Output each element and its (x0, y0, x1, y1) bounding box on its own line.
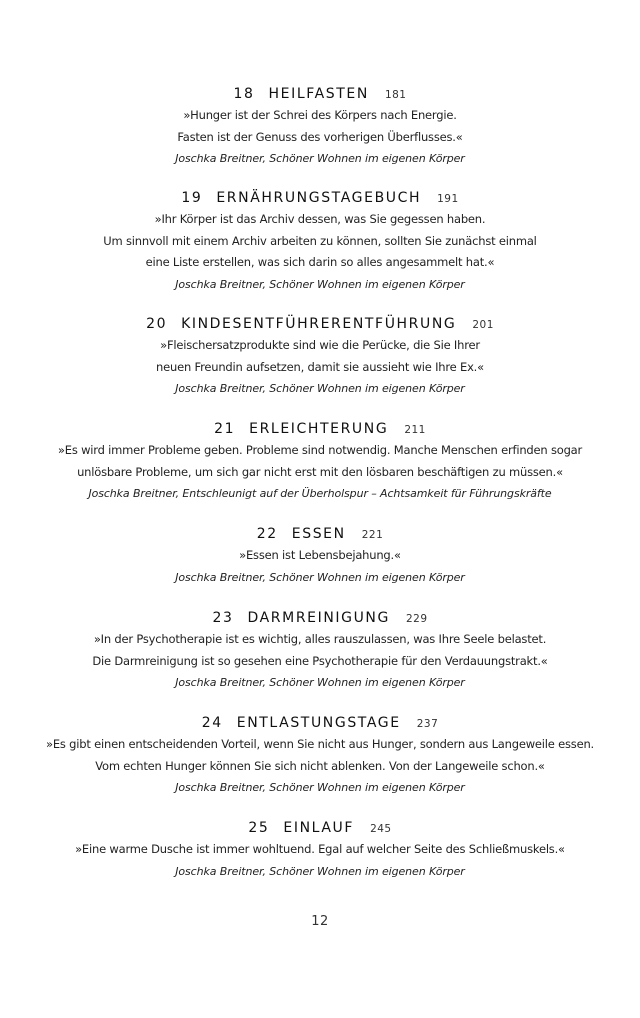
epigraph-quote (0, 440, 640, 483)
epigraph-quote (0, 335, 640, 378)
chapter-page-number: 237 (416, 718, 439, 730)
chapter-title: ESSEN (291, 526, 346, 542)
quote-line: Fasten ist der Genuss des vorherigen Überflusses.« (177, 129, 463, 144)
quote-source: Joschka Breitner, Schöner Wohnen im eigenen Körper (175, 676, 465, 689)
quote-source: Joschka Breitner, Schöner Wohnen im eigenen Körper (175, 152, 465, 165)
chapter-number: 18 (233, 86, 255, 102)
quote-line: »Ihr Körper ist das Archiv dessen, was Sie gegessen haben. (154, 212, 486, 226)
chapter-title: ENTLASTUNGSTAGE (236, 715, 401, 731)
quote-source: Joschka Breitner, Schöner Wohnen im eigenen Körper (175, 864, 465, 878)
toc-entry-20 (0, 313, 640, 400)
epigraph-quote (0, 545, 640, 567)
toc-entry-19 (0, 187, 640, 295)
chapter-title: HEILFASTEN (268, 86, 369, 102)
chapter-page-number: 201 (472, 319, 494, 331)
quote-source: Joschka Breitner, Schöner Wohnen im eigenen Körper (175, 382, 465, 395)
chapter-heading (0, 817, 640, 839)
quote-source: Joschka Breitner, Schöner Wohnen im eigenen Körper (175, 277, 465, 291)
epigraph-quote (0, 629, 640, 672)
quote-source: Joschka Breitner, Schöner Wohnen im eigenen Körper (175, 781, 465, 794)
chapter-page-number: 211 (404, 424, 426, 436)
chapter-title: KINDESENTFÜHRERENTFÜHRUNG (181, 316, 457, 332)
quote-line: Um sinnvoll mit einem Archiv arbeiten zu können, sollten Sie zunächst einmal (103, 233, 537, 248)
toc-entry-18 (0, 83, 640, 170)
epigraph-quote (0, 105, 640, 148)
chapter-page-number: 245 (370, 823, 392, 835)
quote-line: »Fleischersatzprodukte sind wie die Perücke, die Sie Ihrer (160, 338, 480, 352)
toc-entry-25 (0, 817, 640, 882)
chapter-page-number: 229 (405, 613, 428, 625)
chapter-heading (0, 607, 640, 629)
quote-line: unlösbare Probleme, um sich gar nicht erst mit den lösbaren beschäftigen zu müssen.« (77, 464, 563, 479)
chapter-page-number: 181 (384, 89, 407, 101)
quote-line: »Es gibt einen entscheidenden Vorteil, wenn Sie nicht aus Hunger, sondern aus Langeweile essen. (46, 737, 594, 751)
chapter-heading (0, 313, 640, 335)
chapter-title: ERLEICHTERUNG (249, 421, 389, 437)
chapter-number: 19 (181, 190, 203, 206)
toc-entry-21 (0, 418, 640, 505)
quote-source: Joschka Breitner, Entschleunigt auf der Überholspur – Achtsamkeit für Führungskräfte (88, 487, 552, 500)
quote-line: »In der Psychotherapie ist es wichtig, alles rauszulassen, was Ihre Seele belastet. (93, 632, 547, 646)
toc-entry-22 (0, 523, 640, 588)
quote-line: »Es wird immer Probleme geben. Probleme sind notwendig. Manche Menschen erfinden sogar (57, 443, 583, 457)
quote-line: neuen Freundin aufsetzen, damit sie aussieht wie Ihre Ex.« (156, 359, 484, 374)
epigraph-quote (0, 209, 640, 274)
epigraph-quote (0, 839, 640, 861)
chapter-number: 25 (248, 820, 270, 836)
chapter-heading (0, 418, 640, 440)
chapter-page-number: 221 (361, 529, 384, 541)
epigraph-quote (0, 734, 640, 777)
toc-entry-24 (0, 712, 640, 799)
chapter-title: EINLAUF (283, 820, 355, 836)
quote-source: Joschka Breitner, Schöner Wohnen im eigenen Körper (175, 570, 465, 584)
chapter-number: 22 (256, 526, 278, 542)
toc-entry-23 (0, 607, 640, 694)
quote-line: »Hunger ist der Schrei des Körpers nach Energie. (183, 108, 457, 122)
chapter-title: ERNÄHRUNGSTAGEBUCH (216, 190, 422, 206)
chapter-heading (0, 83, 640, 105)
chapter-number: 21 (214, 421, 236, 437)
chapter-number: 20 (146, 316, 168, 332)
quote-line: Die Darmreinigung ist so gesehen eine Psychotherapie für den Verdauungstrakt.« (92, 653, 548, 668)
quote-line: »Eine warme Dusche ist immer wohltuend. Egal auf welcher Seite des Schließmuskels.« (75, 842, 565, 856)
page-number-footer: 12 (311, 914, 329, 929)
chapter-number: 23 (212, 610, 234, 626)
chapter-heading (0, 187, 640, 209)
chapter-number: 24 (201, 715, 223, 731)
chapter-page-number: 191 (437, 193, 459, 205)
chapter-title: DARMREINIGUNG (247, 610, 390, 626)
quote-line: »Essen ist Lebensbejahung.« (239, 548, 401, 562)
chapter-heading (0, 712, 640, 734)
quote-line: Vom echten Hunger können Sie sich nicht ablenken. Von der Langeweile schon.« (95, 758, 545, 773)
chapter-heading (0, 523, 640, 545)
quote-line: eine Liste erstellen, was sich darin so alles angesammelt hat.« (145, 255, 495, 269)
